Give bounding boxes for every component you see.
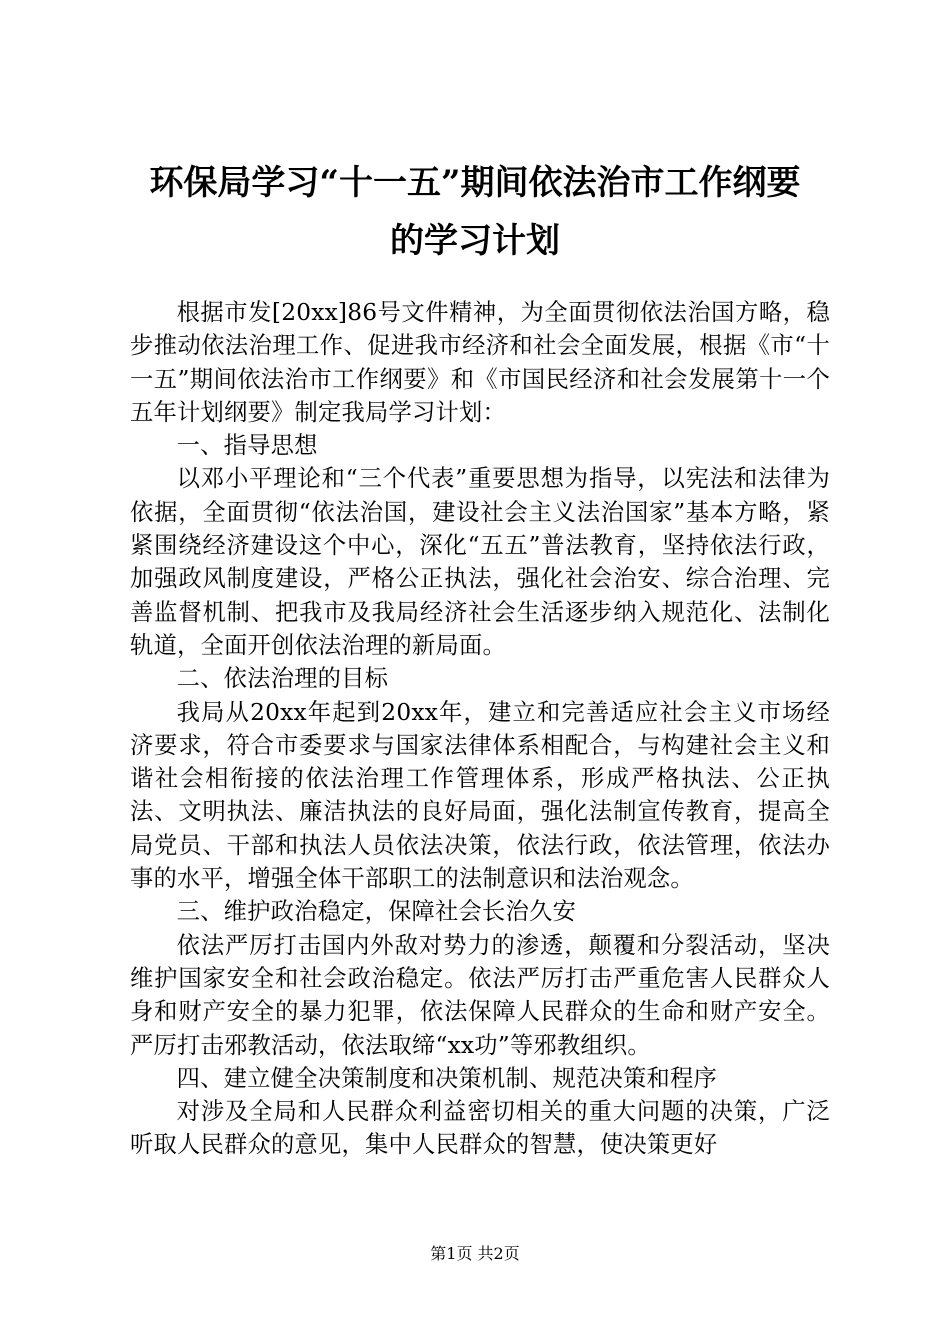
paragraph-decision-system: 对涉及全局和人民群众利益密切相关的重大问题的决策，广泛听取人民群众的意见，集中人民群众的智慧，使决策更好 <box>130 1098 830 1159</box>
paragraph-goals: 我局从20xx年起到20xx年，建立和完善适应社会主义市场经济要求，符合市委要求与国家法律体系相配合，与构建社会主义和谐社会相衔接的依法治理工作管理体系，形成严格执法、公正执法、文明执法、廉洁执法的良好局面，强化法制宣传教育，提高全局党员、干部和执法人员依法决策，依法行政，依法管理，依法办事的水平，增强全体干部职工的法制意识和法治观念。 <box>130 698 830 893</box>
section-heading-guiding-thought: 一、指导思想 <box>176 432 318 460</box>
document-body <box>130 296 830 1162</box>
paragraph-intro: 根据市发[20xx]86号文件精神，为全面贯彻依法治国方略，稳步推动依法治理工作、促进我市经济和社会全面发展，根据《市“十一五”期间依法治市工作纲要》和《市国民经济和社会发展第十一个五年计划纲要》制定我局学习计划： <box>130 299 830 426</box>
page-number-footer: 第1页 共2页 <box>430 1244 520 1263</box>
section-heading-decision-system: 四、建立健全决策制度和决策机制、规范决策和程序 <box>176 1064 718 1092</box>
document-title-line-1: 环保局学习“十一五”期间依法治市工作纲要 <box>149 163 801 203</box>
section-heading-stability: 三、维护政治稳定，保障社会长治久安 <box>176 898 577 926</box>
document-title-line-2: 的学习计划 <box>390 221 560 261</box>
paragraph-stability: 依法严厉打击国内外敌对势力的渗透，颠覆和分裂活动，坚决维护国家安全和社会政治稳定。依法严厉打击严重危害人民群众人身和财产安全的暴力犯罪，依法保障人民群众的生命和财产安全。严厉打击邪教活动，依法取缔“xx功”等邪教组织。 <box>130 931 830 1059</box>
paragraph-guiding-thought: 以邓小平理论和“三个代表”重要思想为指导，以宪法和法律为依据，全面贯彻“依法治国，建设社会主义法治国家”基本方略，紧紧围绕经济建设这个中心，深化“五五”普法教育，坚持依法行政，加强政风制度建设，严格公正执法，强化社会治安、综合治理、完善监督机制、把我市及我局经济社会生活逐步纳入规范化、法制化轨道，全面开创依法治理的新局面。 <box>130 465 830 659</box>
section-heading-goals: 二、依法治理的目标 <box>176 665 389 693</box>
